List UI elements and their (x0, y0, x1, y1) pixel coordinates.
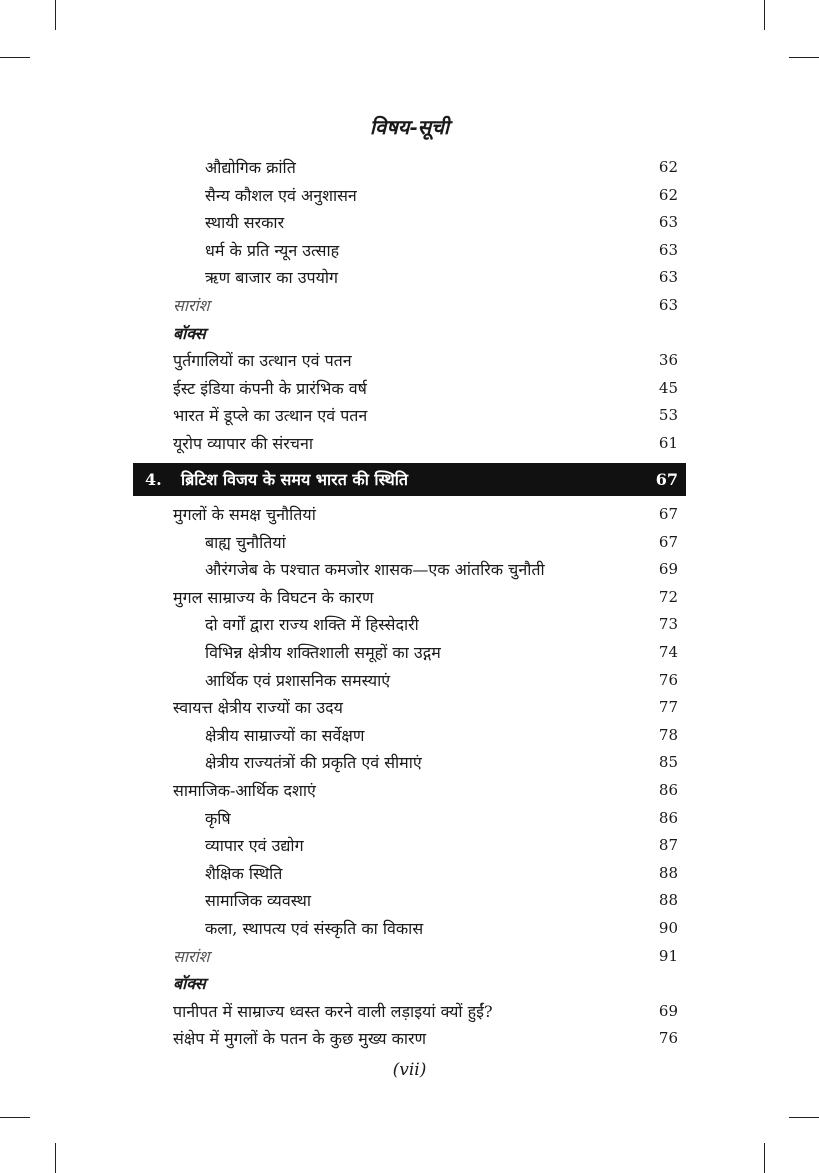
toc-entry[interactable] (173, 805, 678, 833)
entry-title: शैक्षिक स्थिति (205, 863, 283, 883)
toc-entry[interactable] (173, 749, 678, 777)
entry-title: मुगल साम्राज्य के विघटन के कारण (173, 587, 374, 607)
entry-page: 67 (658, 505, 678, 523)
toc-entry[interactable] (173, 556, 678, 584)
toc-entry[interactable] (173, 915, 678, 943)
section-label-boxes (173, 320, 678, 348)
entry-title: ऋण बाजार का उपयोग (205, 268, 339, 288)
entry-title: सैन्य कौशल एवं अनुशासन (205, 185, 357, 205)
chapter-heading[interactable] (133, 463, 686, 496)
entry-title: सामाजिक-आर्थिक दशाएं (173, 780, 316, 800)
entry-title: क्षेत्रीय राज्यतंत्रों की प्रकृति एवं सीमाएं (205, 753, 422, 773)
entry-page: 63 (658, 268, 678, 287)
page-title: विषय-सूची (369, 115, 450, 139)
entry-title: स्थायी सरकार (205, 213, 285, 233)
toc-entry[interactable] (173, 237, 678, 265)
toc-entry[interactable] (173, 1025, 678, 1053)
entry-page: 91 (658, 946, 678, 965)
entry-title: स्वायत्त क्षेत्रीय राज्यों का उदय (173, 698, 343, 718)
toc-block-chapter-4 (173, 501, 678, 1053)
entry-page: 45 (658, 378, 678, 397)
toc-entry[interactable] (173, 347, 678, 375)
toc-entry[interactable] (173, 430, 678, 458)
crop-mark (0, 1117, 30, 1118)
crop-mark (55, 0, 56, 30)
entry-title: पानीपत में साम्राज्य ध्वस्त करने वाली लड़ाइयां क्यों हुईं? (173, 1001, 493, 1021)
entry-title: क्षेत्रीय साम्राज्यों का सर्वेक्षण (205, 725, 365, 745)
toc-entry[interactable] (173, 998, 678, 1026)
entry-title: सारांश (173, 295, 210, 315)
toc-entry[interactable] (173, 182, 678, 210)
toc-entry[interactable] (173, 860, 678, 888)
entry-title: सारांश (173, 946, 210, 966)
entry-title: विभिन्न क्षेत्रीय शक्तिशाली समूहों का उद्गम (205, 642, 441, 662)
entry-page: 73 (658, 615, 678, 634)
entry-title: कला, स्थापत्य एवं संस्कृति का विकास (205, 918, 424, 938)
entry-page: 76 (658, 670, 678, 689)
entry-page: 63 (658, 240, 678, 259)
entry-page: 62 (658, 185, 678, 204)
crop-mark (789, 57, 819, 58)
toc-entry[interactable] (173, 887, 678, 915)
page-folio: (vii) (392, 1060, 427, 1080)
toc-entry[interactable] (173, 264, 678, 292)
toc-entry[interactable] (173, 777, 678, 805)
toc-entry[interactable] (173, 639, 678, 667)
toc-entry[interactable] (173, 584, 678, 612)
entry-page: 90 (658, 918, 678, 937)
entry-title: पुर्तगालियों का उत्थान एवं पतन (173, 351, 352, 371)
entry-page: 63 (658, 295, 678, 314)
entry-page: 76 (658, 1029, 678, 1048)
crop-mark (764, 0, 765, 30)
toc-entry[interactable] (173, 529, 678, 557)
entry-page: 36 (658, 351, 678, 370)
entry-title: बॉक्स (173, 323, 206, 343)
section-label-boxes (173, 970, 678, 998)
chapter-page: 67 (655, 470, 678, 489)
entry-page: 86 (658, 808, 678, 827)
entry-page: 69 (658, 1001, 678, 1020)
entry-title: आर्थिक एवं प्रशासनिक समस्याएं (205, 670, 391, 690)
entry-page: 87 (658, 836, 678, 855)
toc-entry[interactable] (173, 832, 678, 860)
entry-page: 63 (658, 213, 678, 232)
entry-page: 62 (658, 158, 678, 176)
toc-entry[interactable] (173, 722, 678, 750)
entry-title: व्यापार एवं उद्योग (205, 836, 304, 856)
toc-entry[interactable] (173, 694, 678, 722)
entry-title: ईस्ट इंडिया कंपनी के प्रारंभिक वर्ष (173, 378, 367, 398)
toc-entry[interactable] (173, 209, 678, 237)
crop-mark (764, 1143, 765, 1173)
entry-page: 61 (658, 433, 678, 452)
entry-title: धर्म के प्रति न्यून उत्साह (205, 240, 340, 260)
entry-page: 74 (658, 642, 678, 661)
entry-page: 72 (658, 587, 678, 606)
entry-title: दो वर्गों द्वारा राज्य शक्ति में हिस्सेदारी (205, 615, 419, 635)
entry-page: 85 (658, 753, 678, 772)
crop-mark (55, 1143, 56, 1173)
crop-mark (789, 1117, 819, 1118)
toc-entry[interactable] (173, 154, 678, 182)
toc-entry[interactable] (173, 375, 678, 403)
chapter-title: ब्रिटिश विजय के समय भारत की स्थिति (181, 470, 408, 489)
toc-entry[interactable] (173, 402, 678, 430)
entry-page: 53 (658, 406, 678, 425)
entry-title: भारत में डूप्ले का उत्थान एवं पतन (173, 406, 368, 426)
crop-mark (0, 57, 30, 58)
toc-entry[interactable] (173, 667, 678, 695)
entry-title: औरंगजेब के पश्चात कमजोर शासक—एक आंतरिक चुनौती (205, 560, 545, 580)
entry-page: 88 (658, 863, 678, 882)
entry-title: बाह्य चुनौतियां (205, 532, 286, 552)
entry-title: संक्षेप में मुगलों के पतन के कुछ मुख्य कारण (173, 1029, 427, 1049)
entry-title: सामाजिक व्यवस्था (205, 891, 311, 911)
entry-title: औद्योगिक क्रांति (205, 158, 296, 177)
entry-page: 78 (658, 725, 678, 744)
entry-page: 67 (658, 532, 678, 551)
entry-title: मुगलों के समक्ष चुनौतियां (173, 505, 316, 524)
entry-title: यूरोप व्यापार की संरचना (173, 433, 313, 453)
entry-page: 86 (658, 780, 678, 799)
entry-page: 88 (658, 891, 678, 910)
chapter-number: 4. (145, 470, 162, 489)
toc-entry[interactable] (173, 611, 678, 639)
entry-title: बॉक्स (173, 974, 206, 994)
toc-block-previous-chapter (173, 154, 678, 458)
toc-entry-summary[interactable] (173, 943, 678, 971)
entry-page: 77 (658, 698, 678, 717)
entry-title: कृषि (205, 808, 231, 828)
entry-page: 69 (658, 560, 678, 579)
toc-entry-summary[interactable] (173, 292, 678, 320)
toc-entry[interactable] (173, 501, 678, 529)
